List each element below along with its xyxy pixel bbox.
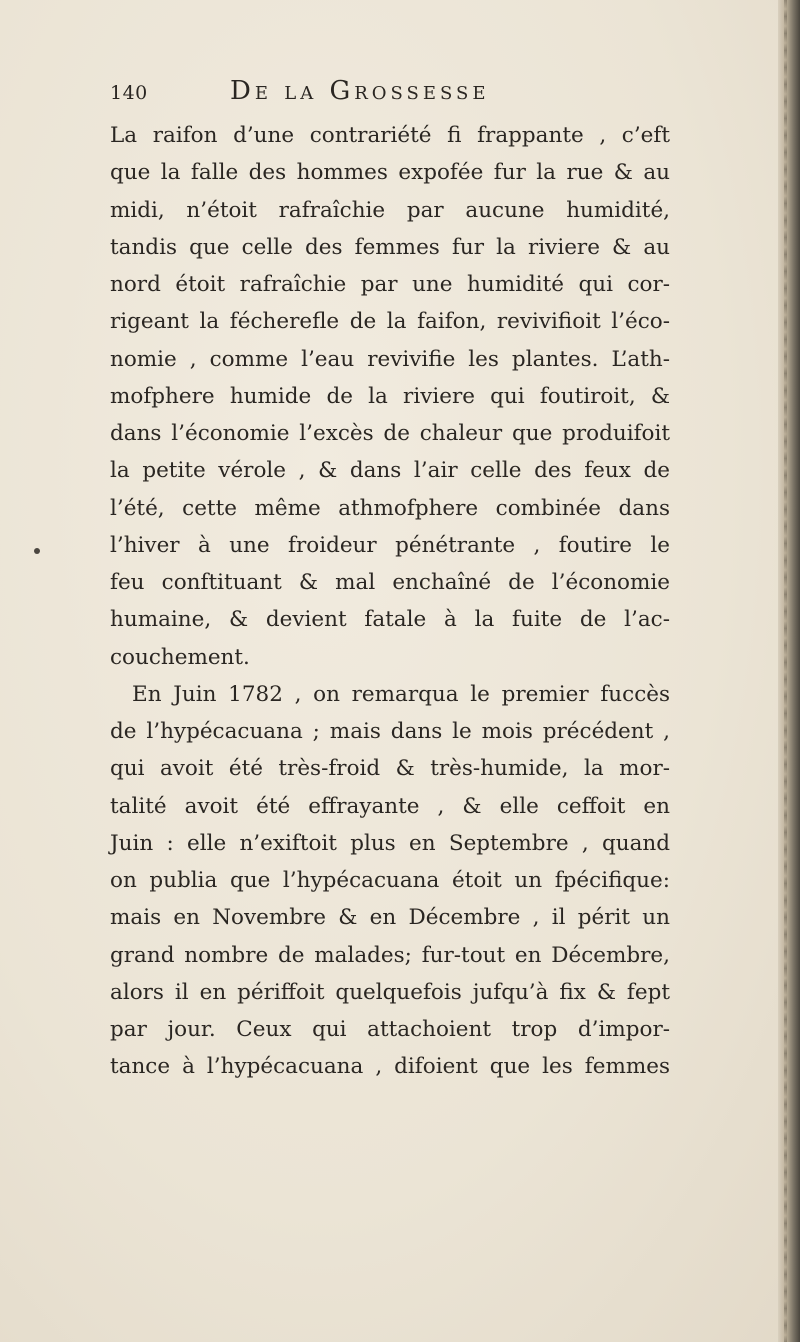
text-line: la petite vérole , & dans l’air celle des feux de — [110, 458, 670, 484]
text-line: midi, n’étoit rafraîchie par aucune humidité, — [110, 197, 670, 223]
text-line: grand nombre de malades; fur-tout en Décembre, — [110, 942, 670, 968]
text-line: talité avoit été effrayante , & elle ceffoit en — [110, 793, 670, 819]
ink-speck — [34, 548, 40, 554]
text-line: La raifon d’une contrariété fi frappante , c’eft — [110, 123, 670, 148]
text-line: mofphere humide de la riviere qui foutiroit, & — [110, 383, 670, 409]
page-number: 140 — [110, 82, 148, 104]
text-line: que la falle des hommes expofée fur la rue & au — [110, 160, 670, 186]
text-line: nord étoit rafraîchie par une humidité qui cor- — [110, 272, 670, 297]
text-line: En Juin 1782 , on remarqua le premier fuccès — [132, 681, 670, 707]
text-line: rigeant la fécherefle de la faifon, revivifioit l’éco- — [110, 309, 670, 335]
text-line: tandis que celle des femmes fur la riviere & au — [110, 234, 670, 260]
text-line: de l’hypécacuana ; mais dans le mois précédent , — [110, 719, 670, 744]
text-line: tance à l’hypécacuana , difoient que les femmes — [110, 1054, 670, 1080]
text-line: alors il en périffoit quelquefois jufqu’à fix & fept — [110, 979, 670, 1005]
text-line: l’été, cette même athmofphere combinée dans — [110, 495, 670, 521]
text-line: feu conftituant & mal enchaîné de l’économie — [110, 570, 670, 595]
text-line: nomie , comme l’eau revivifie les plantes. L’ath- — [110, 346, 670, 372]
page-header — [110, 76, 670, 116]
text-line: on publia que l’hypécacuana étoit un fpécifique: — [110, 868, 670, 893]
text-line: mais en Novembre & en Décembre , il périt un — [110, 905, 670, 931]
book-binding-edge — [778, 0, 800, 1342]
text-line: par jour. Ceux qui attachoient trop d’impor- — [110, 1017, 670, 1042]
text-line: Juin : elle n’exiftoit plus en Septembre , quand — [110, 830, 670, 856]
text-line: dans l’économie l’excès de chaleur que produifoit — [110, 421, 670, 446]
running-title: De la Grossesse — [230, 76, 490, 106]
text-line: qui avoit été très-froid & très-humide, la mor- — [110, 756, 670, 782]
text-line: l’hiver à une froideur pénétrante , foutire le — [110, 532, 670, 558]
text-line: humaine, & devient fatale à la fuite de l’ac- — [110, 607, 670, 633]
body-text — [110, 117, 670, 1086]
text-line: couchement. — [110, 644, 250, 670]
